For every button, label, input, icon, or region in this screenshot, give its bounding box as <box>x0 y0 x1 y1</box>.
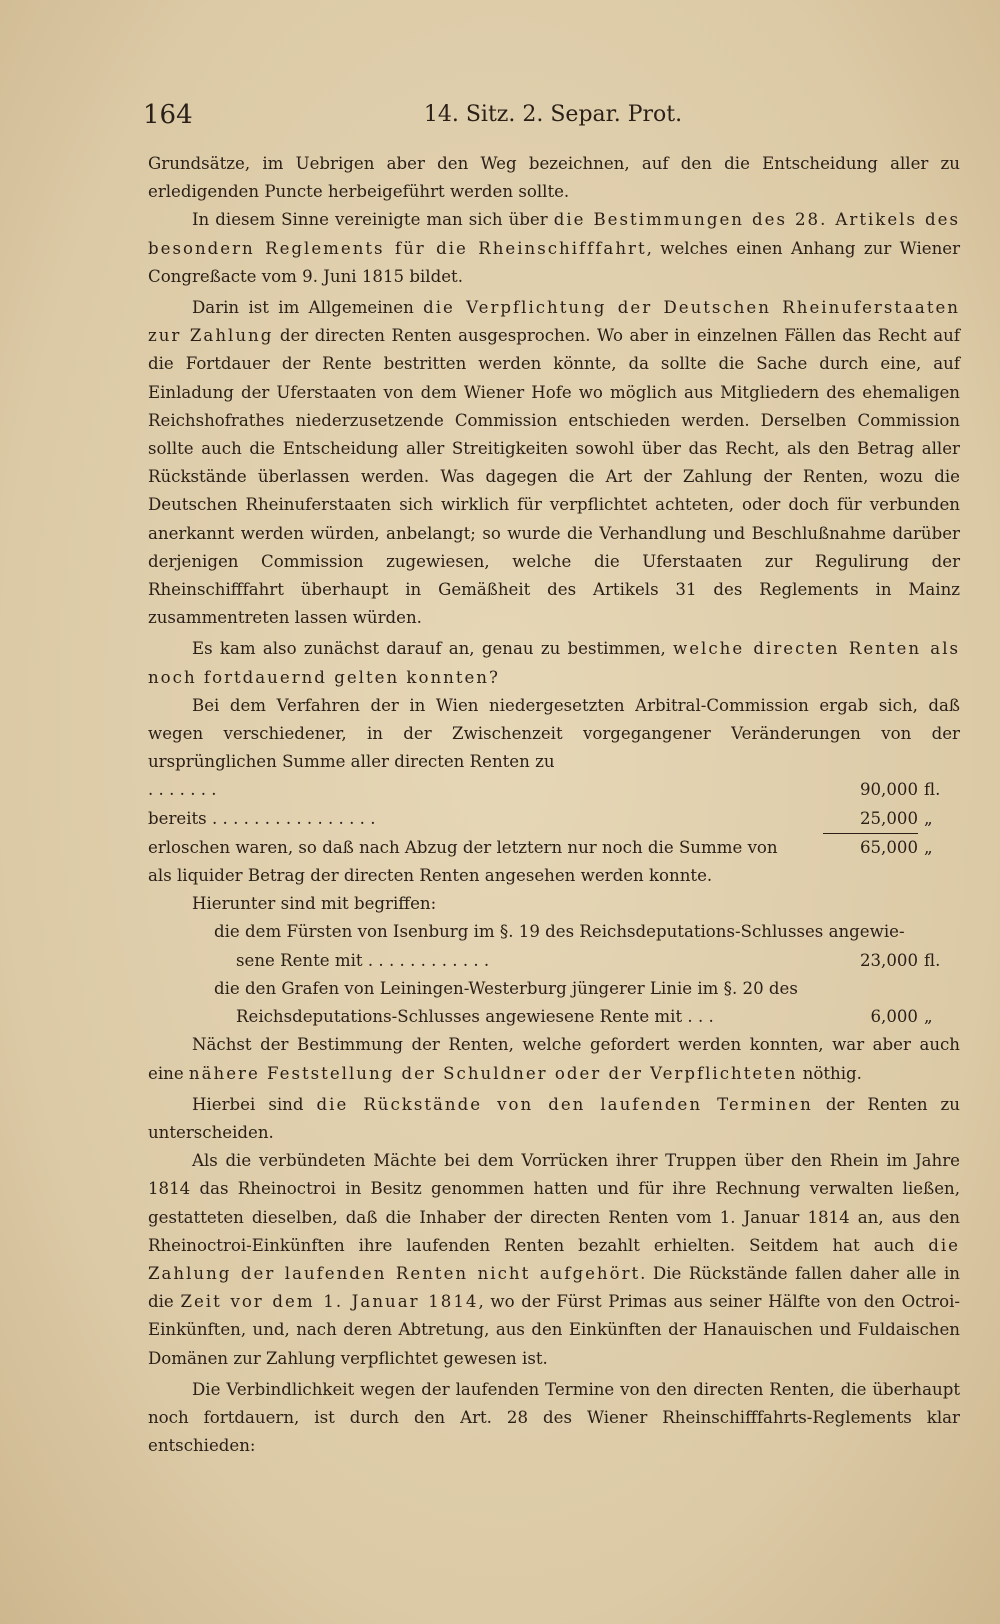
row-value: 25,000 <box>823 805 918 834</box>
item-label <box>236 1003 823 1031</box>
label-text: sene Rente mit <box>236 950 363 970</box>
row-label: erloschen waren, so daß nach Abzug der letztern nur noch die Summe von <box>148 837 778 857</box>
text-run: , welches einen Anhang zur Wiener Congreßacte vom 9. Juni 1815 bildet. <box>148 238 961 286</box>
label-text: Reichsdeputations-Schlusses angewiesene Rente mit <box>236 1007 683 1027</box>
text-run: der Renten zu unterscheiden. <box>148 1094 960 1142</box>
row-label <box>148 776 823 804</box>
paragraph <box>148 294 960 632</box>
emphasis: die Bestimmungen des 28. Artikels des besondern Reglements für die Rheinschifffahrt <box>148 210 960 258</box>
row-unit: fl. <box>924 780 941 800</box>
text-run: der directen Renten ausgesprochen. Wo aber in einzelnen Fällen das Recht auf die Fortdauer der Rente bestritten werden könnte, da sollte die Sache durch eine, auf Einladung der Uferstaaten von dem Wiener Hofe wo möglich aus Mitgliedern des ehemaligen Reichshofrathes niederzusetzende Commission entschieden werden. Derselben Commission sollte auch die Entscheidung aller Streitigkeiten sowohl über das Recht, als den Betrag aller Rückstände überlassen werden. Was dagegen die Art der Zahlung der Renten, wozu die Deutschen Rheinuferstaaten sich wirklich für verpflichtet achteten, oder doch für verbunden anerkannt werden würden, anbelangt; so wurde die Verhandlung und Beschlußnahme darüber derjenigen Commission zugewiesen, welche die Uferstaaten zur Regulirung der Rheinschifffahrt überhaupt in Gemäßheit des Artikels 31 des Reglements in Mainz zusammentreten lassen würden. <box>148 326 960 628</box>
item-unit: fl. <box>924 950 941 970</box>
text-run: nöthig. <box>797 1063 862 1083</box>
paragraph: als liquider Betrag der directen Renten angesehen werden konnte. <box>148 866 713 886</box>
paragraph <box>148 1031 960 1087</box>
leader-dots: . . . . . . . <box>148 780 217 800</box>
paragraph <box>148 635 960 691</box>
paragraph: Hierunter sind mit begriffen: <box>192 894 437 914</box>
table-row <box>148 834 960 862</box>
emphasis: Zeit vor dem 1. Januar 1814 <box>180 1292 479 1312</box>
item-value: 23,000 <box>859 950 918 970</box>
list-item: die dem Fürsten von Isenburg im §. 19 des Reichsdeputations-Schlusses angewie- <box>214 922 905 942</box>
item-value: 6,000 <box>870 1007 918 1027</box>
text-run: Hierbei sind <box>192 1094 317 1114</box>
text-run: Als die verbündeten Mächte bei dem Vorrücken ihrer Truppen über den Rhein im Jahre 1814 das Rheinoctroi in Besitz genommen hatten und für ihre Rechnung verwalten ließen, gestatteten dieselben, daß die Inhaber der directen Renten vom 1. Januar 1814 an, aus den Rheinoctroi-Einkünften ihre laufenden Renten bezahlt erhielten. Seitdem hat auch <box>148 1151 960 1255</box>
text-run: Nächst der Bestimmung der Renten, welche gefordert werden konnten, war aber auch eine <box>148 1035 960 1083</box>
row-unit: „ <box>924 808 933 828</box>
paragraph: Bei dem Verfahren der in Wien niedergesetzten Arbitral-Commission ergab sich, daß wegen verschiedener, in der Zwischenzeit vorgegangener Veränderungen von der ursprünglichen Summe aller directen Renten zu <box>148 695 960 772</box>
row-value: 90,000 <box>859 780 918 800</box>
item-unit: „ <box>924 1007 933 1027</box>
list-item: die den Grafen von Leiningen-Westerburg jüngerer Linie im §. 20 des <box>214 978 798 998</box>
text-run: . Die Rückstände fallen daher alle in die <box>148 1263 960 1312</box>
leader-dots: . . . . . . . . . . . . . . . . <box>211 808 376 828</box>
row-unit: „ <box>924 837 933 857</box>
text-run: In diesem Sinne vereinigte man sich über <box>192 210 554 230</box>
table-row <box>148 776 960 804</box>
page-number: 164 <box>143 100 193 130</box>
text-run: Es kam also zunächst darauf an, genau zu bestimmen, <box>192 639 674 659</box>
paragraph <box>148 1147 960 1373</box>
leader-dots: . . . . . . . . . . . . <box>367 950 490 970</box>
paragraph <box>148 1091 960 1147</box>
table-row <box>148 805 960 834</box>
row-label <box>148 805 823 833</box>
emphasis: welche directen Renten als noch fortdauernd gelten konnten? <box>148 639 961 687</box>
list-item <box>148 1003 960 1031</box>
emphasis: die Verpflichtung der Deutschen Rheinuferstaaten zur Zahlung <box>148 298 960 346</box>
label-text: bereits <box>148 808 207 828</box>
item-label <box>236 947 823 975</box>
paragraph: Die Verbindlichkeit wegen der laufenden Termine von den directen Renten, die überhaupt noch fortdauern, ist durch den Art. 28 des Wiener Rheinschifffahrts-Reglements klar entschieden: <box>148 1379 960 1456</box>
emphasis: die Rückstände von den laufenden Terminen <box>316 1094 813 1114</box>
running-title: 14. Sitz. 2. Separ. Prot. <box>423 102 683 127</box>
paragraph <box>148 206 960 291</box>
emphasis: die Zahlung der laufenden Renten nicht aufgehört <box>148 1235 960 1283</box>
emphasis: nähere Feststellung der Schuldner oder der Verpflichteten <box>188 1063 798 1083</box>
text-run: Darin ist im Allgemeinen <box>192 298 424 318</box>
paragraph: Grundsätze, im Uebrigen aber den Weg bezeichnen, auf den die Entscheidung aller zu erledigenden Puncte herbeigeführt werden sollte. <box>148 154 960 202</box>
list-item <box>148 947 960 975</box>
leader-dots: . . . <box>687 1007 714 1027</box>
page-body <box>148 150 960 1460</box>
row-value: 65,000 <box>859 837 918 857</box>
text-run: , wo der Fürst Primas aus seiner Hälfte von den Octroi-Einkünften, und, nach deren Abtretung, aus den Einkünften der Hanauischen und Fuldaischen Domänen zur Zahlung verpflichtet gewesen ist. <box>148 1292 960 1368</box>
page-header <box>143 96 943 136</box>
